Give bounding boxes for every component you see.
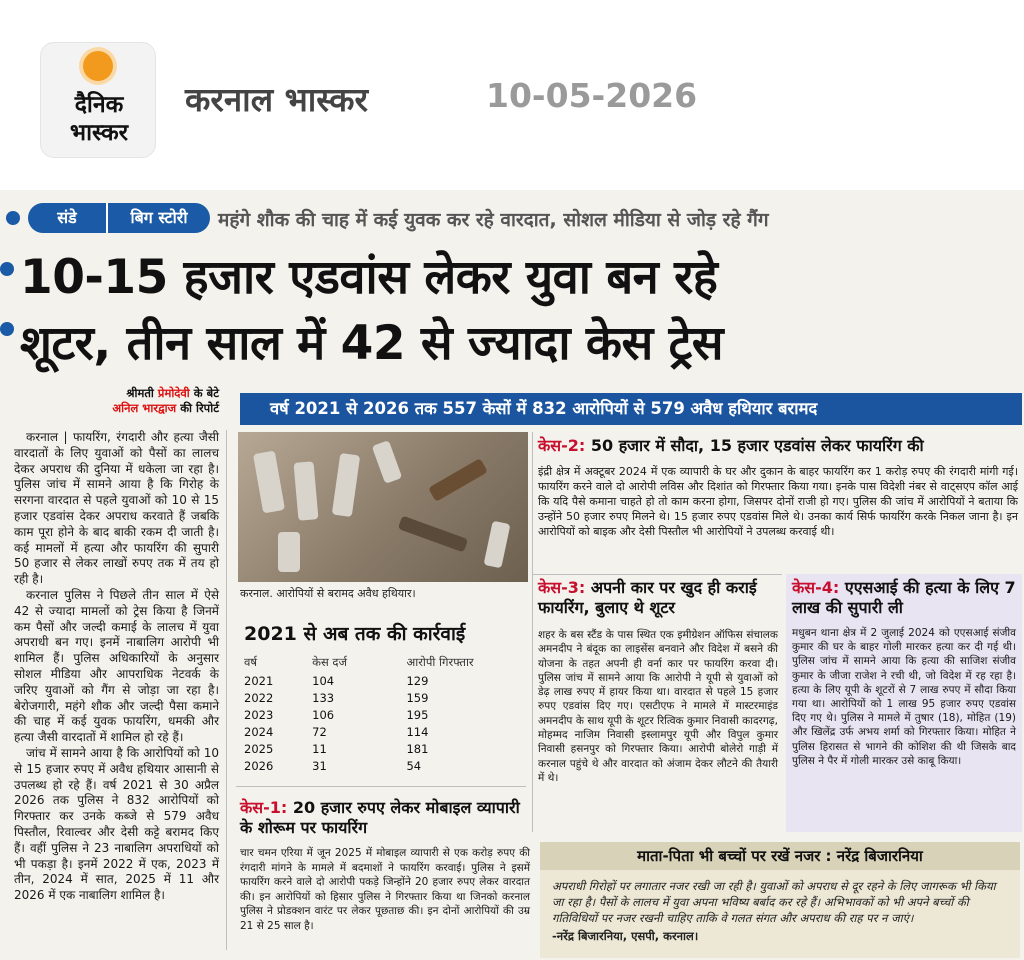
sun-icon [83, 51, 113, 81]
case-id: केस-1: [240, 798, 288, 817]
stats-title: 2021 से अब तक की कार्रवाई [244, 623, 466, 645]
byline [14, 386, 219, 416]
case-id: केस-2: [538, 436, 586, 455]
revolver-shape [428, 458, 488, 502]
table-row [244, 740, 512, 757]
case-title: 20 हजार रुपए लेकर मोबाइल व्यापारी के शोरूम पर फायरिंग [240, 798, 520, 837]
cell-arrests: 129 [406, 673, 429, 688]
case1-heading [240, 798, 530, 838]
stats-banner: वर्ष 2021 से 2026 तक 557 केसों में 832 आरोपियों से 579 अवैध हथियार बरामद [240, 393, 1022, 425]
case-title: 50 हजार में सौदा, 15 हजार एडवांस लेकर फायरिंग की [585, 436, 924, 455]
pistol-shape [253, 451, 285, 514]
headline-line2: शूटर, तीन साल में 42 से ज्यादा केस ट्रेस [20, 316, 724, 371]
bhaskar-logo[interactable] [40, 42, 156, 158]
byline-name: अनिल भारद्वाज [112, 401, 177, 415]
cell-year: 2026 [244, 758, 274, 773]
article-paragraph: करनाल | फायरिंग, रंगदारी और हत्या जैसी वारदातों के लिए युवाओं को पैसों का लालच देकर अपराध की दुनिया में धकेला जा रहा है। पुलिस जांच में सामने आया है कि गिरोह के सरगना वारदात से पहले युवाओं को 10 से 15 हजार एडवांस देकर अपराध करवाते हैं जबकि काम पूरा होने के बाद बाकी रकम दी जाती है। कई मामलों में हत्या और फायरिंग की सुपारी 50 हजार से लेकर लाखों रुपए तक में तय हो रही है। [14, 430, 219, 587]
cell-year: 2023 [244, 707, 274, 722]
bullet-icon [6, 211, 20, 225]
app-header [0, 0, 1024, 190]
case-id: केस-3: [538, 578, 586, 597]
revolver-shape [398, 515, 469, 552]
cell-cases: 106 [312, 707, 335, 722]
col-header-cases: केस दर्ज [312, 654, 348, 669]
case3-body: शहर के बस स्टैंड के पास स्थित एक इमीग्रेशन ऑफिस संचालक अमनदीप ने बंदूक का लाइसेंस बनवाने और विदेश में बसने की योजना के तहत अपनी ही वर्ना कार पर फायरिंग करवा दी। पुलिस जांच में सामने आया कि आरोपी ने यूपी से युवाओं को डेढ़ लाख रुपए में हायर किया था। वारदात से पहले 15 हजार रुपए एडवांस दिए गए। एसटीएफ ने मामले में मास्टरमाइंड अमनदीप के साथ यूपी के शूटर रित्विक कुमार निवासी कादरगढ़, मोहम्मद नाजिम निवासी इस्लामपुर यूपी और विपुल कुमार निवासी हसनपुर को गिरफ्तार किया। आरोपी बोलेरो गाड़ी में करनाल पहुंचे थे और वारदात को अंजाम देकर लौटने की तैयारी में थे। [538, 629, 778, 784]
tag-sunday: संडे [28, 203, 106, 233]
cell-year: 2021 [244, 673, 274, 688]
cell-arrests: 181 [406, 741, 429, 756]
cell-cases: 72 [312, 724, 327, 739]
tag-big-story: बिग स्टोरी [106, 203, 210, 233]
case-title: अपनी कार पर खुद ही कराई फायरिंग, बुलाए थे शूटर [538, 578, 757, 617]
section-tag [6, 203, 206, 233]
bullet-icon [0, 322, 14, 336]
case-title: एएसआई की हत्या के लिए 7 लाख की सुपारी ली [792, 578, 1016, 617]
pistol-shape [484, 521, 511, 569]
cell-cases: 11 [312, 741, 327, 756]
bullet-icon [0, 262, 14, 276]
case4-heading [792, 578, 1018, 618]
byline-text: की रिपोर्ट [176, 401, 219, 415]
byline-name: प्रेमोदेवी [157, 386, 190, 400]
table-row [244, 723, 512, 740]
cell-year: 2024 [244, 724, 274, 739]
left-column-article [14, 430, 219, 904]
column-divider [532, 432, 533, 832]
weapons-photo [238, 432, 528, 582]
table-row [244, 672, 512, 689]
case4-body: मधुबन थाना क्षेत्र में 2 जुलाई 2024 को एएसआई संजीव कुमार की घर के बाहर गोली मारकर हत्या कर दी गई थी। पुलिस जांच में सामने आया कि हत्या की साजिश संजीव कुमार के जीजा राजेश ने रची थी, जो विदेश में रह रहा है। हत्या के लिए यूपी के शूटरों से 7 लाख रुपए में सौदा किया गया था। आरोपियों को 1 लाख 95 हजार रुपए एडवांस दिए गए थे। पुलिस ने मामले में तुषार (18), मोहित (19) और खिलेंद्र उर्फ अभय शर्मा को गिरफ्तार किया। मोहित ने पुलिस हिरासत से भागने की कोशिश की थी जिसके बाद पुलिस ने पैर में गोली मारकर उसे काबू किया। [792, 627, 1016, 767]
byline-text: श्रीमती [126, 386, 158, 400]
section-divider [532, 574, 782, 575]
cell-arrests: 195 [406, 707, 429, 722]
column-divider [226, 430, 227, 950]
cell-year: 2022 [244, 690, 274, 705]
case3-heading [538, 578, 778, 618]
cell-cases: 31 [312, 758, 327, 773]
logo-line2: भास्कर [69, 120, 129, 146]
stats-table [244, 652, 512, 774]
quote-box [540, 870, 1020, 958]
cell-arrests: 159 [406, 690, 429, 705]
case1-body: चार चमन एरिया में जून 2025 में मोबाइल व्यापारी से एक करोड़ रुपए की रंगदारी मांगने के मामले में बदमाशों ने फायरिंग करवाई। पुलिस ने इसमें फायरिंग करने वाले दो आरोपी पकड़े जिन्होंने 20 हजार रुपए लेकर वारदात की। इन आरोपियों को हिसार पुलिस ने गिरफ्तार किया था जिनको करनाल पुलिस ने प्रोडक्शन वारंट पर लेकर पूछताछ की। इन दोनों आरोपियों की उम्र 21 से 25 साल है। [240, 847, 530, 932]
cell-arrests: 114 [406, 724, 429, 739]
edition-title: करनाल भास्कर [185, 80, 368, 119]
headline-line1: 10-15 हजार एडवांस लेकर युवा बन रहे [20, 250, 718, 305]
cell-arrests: 54 [406, 758, 422, 773]
pistol-shape [332, 453, 360, 517]
cell-cases: 133 [312, 690, 335, 705]
section-divider [236, 786, 526, 787]
col-header-arrests: आरोपी गिरफ्तार [406, 654, 474, 669]
quote-author: -नरेंद्र बिजारनिया, एसपी, करनाल। [552, 929, 699, 943]
case2-body: इंद्री क्षेत्र में अक्टूबर 2024 में एक व्यापारी के घर और दुकान के बाहर फायरिंग कर 1 करोड़ रुपए की रंगदारी मांगी गई। फायरिंग करने वाले दो आरोपी लविस और दिशांत को गिरफ्तार किया गया। इनके पास विदेशी नंबर से वाट्सएप कॉल आई कि यदि पैसे कमाना चाहते हो तो काम करना होगा, जिसपर दोनों राजी हो गए। पुलिस की जांच में आरोपियों ने बताया कि उन्होंने 50 हजार रुपए मिलने थे। 15 हजार रुपए एडवांस मिले थे। उनका कार्य सिर्फ फायरिंग करके निकल जाना है। इन आरोपियों को बाइक और देसी पिस्तौल भी आरोपियों ने उपलब्ध करवाई थी। [538, 465, 1018, 538]
pistol-shape [294, 461, 319, 521]
quote-title: माता-पिता भी बच्चों पर रखें नजर : नरेंद्र बिजारनिया [540, 842, 1020, 870]
case-id: केस-4: [792, 578, 840, 597]
pistol-shape [278, 532, 300, 572]
kicker: महंगे शौक की चाह में कई युवक कर रहे वारदात, सोशल मीडिया से जोड़ रहे गैंग [218, 209, 769, 231]
cell-cases: 104 [312, 673, 335, 688]
logo-line1: दैनिक [74, 92, 124, 118]
edition-date: 10-05-2026 [486, 76, 698, 115]
col-header-year: वर्ष [244, 654, 258, 669]
pistol-shape [372, 440, 403, 484]
byline-text: के बेटे [189, 386, 219, 400]
quote-body: अपराधी गिरोहों पर लगातार नजर रखी जा रही है। युवाओं को अपराध से दूर रहने के लिए जागरूक भी किया जा रहा है। पैसों के लालच में युवा अपना भविष्य बर्बाद कर रहे हैं। अभिभावकों को भी अपने बच्चों की गतिविधियों पर नजर रखनी चाहिए ताकि वे गलत संगत और अपराध की राह पर न जाएं। [552, 879, 996, 925]
table-header-row [244, 652, 512, 672]
table-row [244, 706, 512, 723]
article-paragraph: करनाल पुलिस ने पिछले तीन साल में ऐसे 42 से ज्यादा मामलों को ट्रेस किया है जिनमें कम पैसों और जल्दी कमाई के लालच में युवा अपराधी बन गए। इनमें नाबालिग आरोपी भी शामिल हैं। पुलिस अधिकारियों के अनुसार सोशल मीडिया और आपराधिक नेटवर्क के जरिए युवाओं को गैंग से जोड़ा जा रहा है। बेरोजगारी, महंगे शौक और जल्दी पैसा कमाने की चाह में कई युवक फायरिंग, धमकी और हत्या जैसी वारदातों में शामिल हो रहे हैं। [14, 587, 219, 745]
table-row [244, 689, 512, 706]
photo-caption: करनाल. आरोपियों से बरामद अवैध हथियार। [240, 587, 416, 600]
cell-year: 2025 [244, 741, 274, 756]
article-paragraph: जांच में सामने आया है कि आरोपियों को 10 से 15 हजार रुपए में अवैध हथियार आसानी से उपलब्ध हो रहे हैं। वर्ष 2021 से 30 अप्रैल 2026 तक पुलिस ने 832 आरोपियों को गिरफ्तार कर उनके कब्जे से 579 अवैध पिस्तौल, रिवाल्वर और देसी कट्टे बरामद किए हैं। वहीं पुलिस ने 23 नाबालिग अपराधियों को भी पकड़ा है। इनमें 2022 में एक, 2023 में तीन, 2024 में सात, 2025 में 11 और 2026 में एक नाबालिग शामिल है। [14, 745, 219, 903]
table-row [244, 757, 512, 774]
case2-heading [538, 436, 1018, 456]
